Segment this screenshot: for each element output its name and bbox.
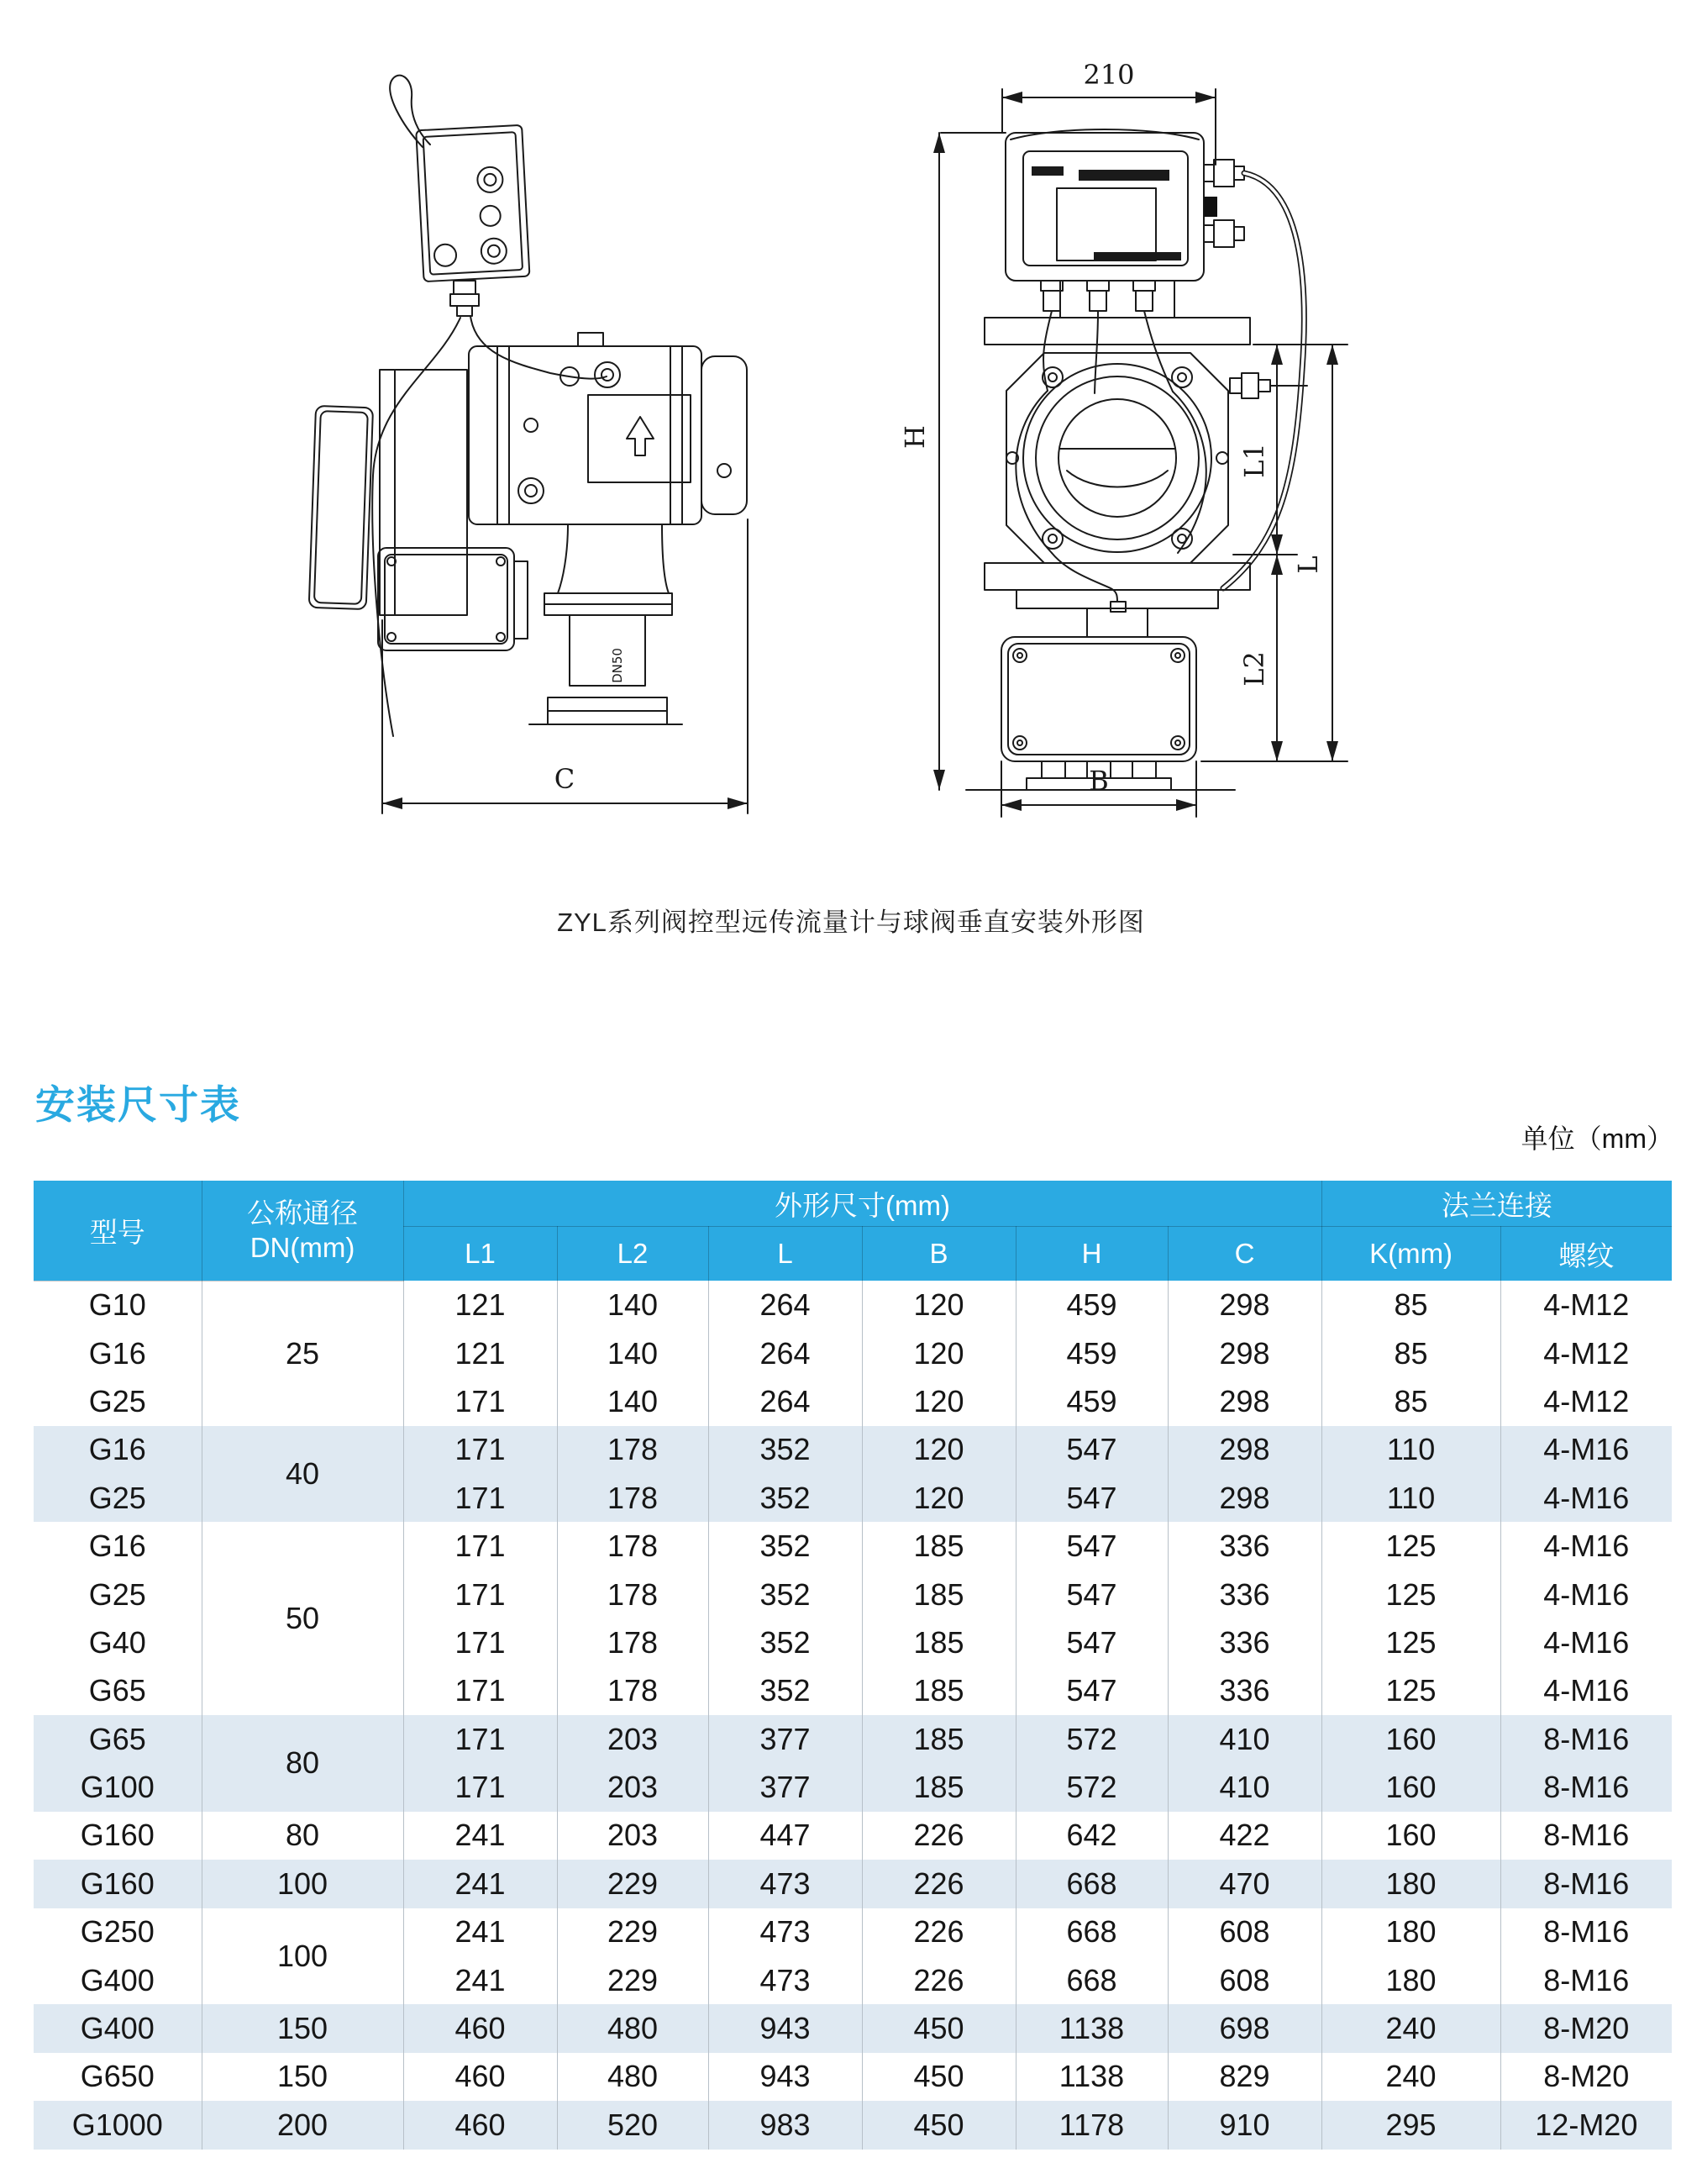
table-row (34, 2101, 1672, 2149)
cell-value: 447 (708, 1812, 862, 1860)
cell-value: 352 (708, 1667, 862, 1715)
cell-value: 450 (862, 2053, 1016, 2101)
drawing-caption: ZYL系列阀控型远传流量计与球阀垂直安装外形图 (557, 908, 1145, 937)
cell-value: 8-M16 (1500, 1763, 1672, 1811)
cell-value: 241 (403, 1812, 557, 1860)
cell-model: G65 (34, 1715, 202, 1763)
cell-value: 4-M12 (1543, 1287, 1630, 1322)
cell-value: 298 (1168, 1426, 1321, 1474)
cell-value: 377 (708, 1763, 862, 1811)
unit-label: 单位（mm） (1521, 1124, 1673, 1154)
cell-value: 171 (403, 1667, 557, 1715)
cell-value: 459 (1016, 1281, 1168, 1329)
cell-model: G400 (34, 1956, 202, 2004)
front-view (899, 59, 1347, 817)
cell-value: 8-M16 (1543, 1962, 1630, 1997)
cell-value: 8-M20 (1500, 2004, 1672, 2052)
cell-value: 642 (1016, 1812, 1168, 1860)
cell-dn: 100 (202, 1860, 403, 1908)
cell-value: 8-M16 (1500, 1715, 1672, 1763)
cell-value: 4-M12 (1543, 1383, 1630, 1418)
cell-dn: 80 (202, 1715, 403, 1812)
cell-value: 336 (1168, 1522, 1321, 1570)
cell-value: 241 (403, 1956, 557, 2004)
cell-value: 1138 (1016, 2053, 1168, 2101)
cell-value: 352 (708, 1571, 862, 1618)
cell-value: 85 (1321, 1329, 1500, 1377)
dimension-table (34, 1181, 1672, 2150)
cell-value: 180 (1321, 1956, 1500, 2004)
cell-value: 547 (1016, 1522, 1168, 1570)
cell-value: 298 (1168, 1474, 1321, 1522)
cell-value: 943 (708, 2004, 862, 2052)
cell-value: 120 (862, 1426, 1016, 1474)
cell-value: 185 (862, 1571, 1016, 1618)
cell-value: 226 (862, 1860, 1016, 1908)
cell-value: 171 (403, 1715, 557, 1763)
cell-value: 229 (557, 1860, 708, 1908)
cell-value: 241 (403, 1908, 557, 1956)
cell-value: 185 (862, 1763, 1016, 1811)
cell-value: 12-M20 (1500, 2101, 1672, 2149)
cell-value: 180 (1321, 1860, 1500, 1908)
header-group-flange: 法兰连接 (1321, 1181, 1672, 1227)
cell-dn: 80 (202, 1812, 403, 1860)
table-row (34, 1281, 1672, 1329)
cell-value: 520 (557, 2101, 708, 2149)
cell-value: 178 (557, 1522, 708, 1570)
cell-value: 460 (403, 2004, 557, 2052)
cell-value: 298 (1168, 1377, 1321, 1425)
cell-value: 460 (403, 2053, 557, 2101)
cell-model: G16 (34, 1426, 202, 1474)
dim-label-b: B (1089, 765, 1109, 797)
dim-label-210: 210 (1083, 59, 1135, 91)
cell-value: 178 (557, 1618, 708, 1666)
cell-value: 470 (1168, 1860, 1321, 1908)
header-l2: L2 (557, 1227, 708, 1281)
cell-value: 171 (403, 1377, 557, 1425)
cell-value: 410 (1168, 1763, 1321, 1811)
cell-value: 178 (557, 1474, 708, 1522)
cell-value: 473 (708, 1860, 862, 1908)
cell-value: 473 (708, 1956, 862, 2004)
header-group-dimensions: 外形尺寸(mm) (403, 1181, 1321, 1227)
table-row (34, 1908, 1672, 1956)
cell-model: G16 (34, 1329, 202, 1377)
cell-value: 120 (862, 1474, 1016, 1522)
cell-value: 171 (403, 1571, 557, 1618)
cell-value: 203 (557, 1812, 708, 1860)
cell-value: 983 (708, 2101, 862, 2149)
cell-value: 229 (557, 1908, 708, 1956)
cell-value: 608 (1168, 1908, 1321, 1956)
cell-value: 180 (1321, 1908, 1500, 1956)
cell-value: 226 (862, 1908, 1016, 1956)
cell-value: 121 (403, 1281, 557, 1329)
cell-value: 110 (1321, 1426, 1500, 1474)
cell-value: 547 (1016, 1571, 1168, 1618)
cell-value: 185 (862, 1522, 1016, 1570)
cell-dn: 40 (202, 1426, 403, 1523)
cell-value: 547 (1016, 1474, 1168, 1522)
cell-value: 160 (1321, 1715, 1500, 1763)
cell-value: 178 (557, 1667, 708, 1715)
cell-value: 547 (1016, 1667, 1168, 1715)
cell-value: 120 (862, 1281, 1016, 1329)
header-h: H (1016, 1227, 1168, 1281)
cell-value: 264 (708, 1329, 862, 1377)
cell-value: 480 (557, 2053, 708, 2101)
cell-value: 121 (403, 1329, 557, 1377)
cell-value: 668 (1016, 1956, 1168, 2004)
cell-value: 459 (1016, 1329, 1168, 1377)
cell-value: 140 (557, 1329, 708, 1377)
header-l: L (708, 1227, 862, 1281)
section-title: 安装尺寸表 (35, 1082, 241, 1127)
cell-value: 264 (708, 1377, 862, 1425)
cell-value: 459 (1016, 1377, 1168, 1425)
cell-value: 336 (1168, 1618, 1321, 1666)
cell-value: 572 (1016, 1715, 1168, 1763)
table-row (34, 1812, 1672, 1860)
table-row (34, 2053, 1672, 2101)
table-row (34, 1860, 1672, 1908)
cell-dn: 150 (202, 2004, 403, 2052)
cell-model: G16 (34, 1522, 202, 1570)
cell-value: 450 (862, 2004, 1016, 2052)
cell-value: 608 (1168, 1956, 1321, 2004)
cell-value: 480 (557, 2004, 708, 2052)
cell-value: 120 (862, 1377, 1016, 1425)
cell-dn: 100 (202, 1908, 403, 2005)
header-l1: L1 (403, 1227, 557, 1281)
cell-value: 160 (1321, 1763, 1500, 1811)
cell-value: 352 (708, 1522, 862, 1570)
cell-value: 8-M16 (1500, 1860, 1672, 1908)
table-row (34, 1715, 1672, 1763)
cell-model: G650 (34, 2053, 202, 2101)
header-c: C (1168, 1227, 1321, 1281)
cell-value: 829 (1168, 2053, 1321, 2101)
cell-value: 1178 (1016, 2101, 1168, 2149)
cell-value: 185 (862, 1715, 1016, 1763)
cell-model: G100 (34, 1763, 202, 1811)
dim-label-c: C (554, 763, 575, 795)
valve-size-label: DN50 (610, 648, 625, 683)
cell-value: 85 (1321, 1281, 1500, 1329)
cell-model: G160 (34, 1860, 202, 1908)
cell-value: 336 (1168, 1667, 1321, 1715)
cell-value: 4-M16 (1543, 1529, 1630, 1564)
cell-model: G160 (34, 1812, 202, 1860)
cell-value: 178 (557, 1571, 708, 1618)
cell-value: 240 (1321, 2053, 1500, 2101)
cell-value: 943 (708, 2053, 862, 2101)
header-dn-line1: 公称通径 (247, 1197, 358, 1229)
cell-value: 171 (403, 1426, 557, 1474)
cell-value: 240 (1321, 2004, 1500, 2052)
cell-value: 140 (557, 1281, 708, 1329)
cell-value: 572 (1016, 1763, 1168, 1811)
cell-value: 1138 (1016, 2004, 1168, 2052)
cell-value: 160 (1321, 1812, 1500, 1860)
cell-value: 377 (708, 1715, 862, 1763)
cell-value: 203 (557, 1715, 708, 1763)
cell-value: 226 (862, 1812, 1016, 1860)
cell-value: 203 (557, 1763, 708, 1811)
cell-value: 460 (403, 2101, 557, 2149)
header-dn (202, 1181, 403, 1281)
technical-drawing (0, 0, 1702, 899)
dim-label-l2: L2 (1238, 651, 1270, 687)
cell-value: 85 (1321, 1377, 1500, 1425)
cell-value: 8-M16 (1543, 1914, 1630, 1950)
header-b: B (862, 1227, 1016, 1281)
cell-value: 4-M16 (1543, 1576, 1630, 1612)
cell-value: 125 (1321, 1522, 1500, 1570)
cell-value: 4-M16 (1543, 1673, 1630, 1708)
cell-value: 336 (1168, 1571, 1321, 1618)
cell-value: 352 (708, 1426, 862, 1474)
dimension-table-body (34, 1281, 1672, 2150)
cell-value: 422 (1168, 1812, 1321, 1860)
cell-dn: 50 (202, 1522, 403, 1715)
cell-model: G25 (34, 1377, 202, 1425)
cell-value: 473 (708, 1908, 862, 1956)
cell-value: 264 (708, 1281, 862, 1329)
cell-value: 185 (862, 1618, 1016, 1666)
cell-value: 910 (1168, 2101, 1321, 2149)
cell-value: 178 (557, 1426, 708, 1474)
dim-label-l: L (1292, 555, 1324, 574)
cell-value: 171 (403, 1474, 557, 1522)
cell-value: 4-M12 (1543, 1335, 1630, 1371)
header-thread: 螺纹 (1500, 1227, 1672, 1281)
cell-value: 295 (1321, 2101, 1500, 2149)
cell-value: 410 (1168, 1715, 1321, 1763)
header-k: K(mm) (1321, 1227, 1500, 1281)
dim-label-h: H (899, 425, 931, 449)
cell-model: G1000 (34, 2101, 202, 2149)
cell-value: 8-M16 (1543, 1818, 1630, 1853)
cell-value: 125 (1321, 1667, 1500, 1715)
cell-value: 4-M16 (1543, 1624, 1630, 1660)
cell-value: 352 (708, 1618, 862, 1666)
cell-value: 8-M20 (1543, 2059, 1630, 2094)
cell-model: G25 (34, 1474, 202, 1522)
header-model: 型号 (34, 1181, 202, 1281)
cell-value: 226 (862, 1956, 1016, 2004)
cell-value: 668 (1016, 1908, 1168, 1956)
table-row (34, 2004, 1672, 2052)
cell-value: 352 (708, 1474, 862, 1522)
cell-value: 298 (1168, 1281, 1321, 1329)
cell-value: 698 (1168, 2004, 1321, 2052)
dim-label-l1: L1 (1238, 443, 1270, 478)
cell-value: 4-M16 (1500, 1426, 1672, 1474)
cell-value: 298 (1168, 1329, 1321, 1377)
cell-value: 171 (403, 1763, 557, 1811)
table-row (34, 1426, 1672, 1474)
cell-dn: 150 (202, 2053, 403, 2101)
cell-model: G250 (34, 1908, 202, 1956)
cell-value: 171 (403, 1522, 557, 1570)
cell-model: G400 (34, 2004, 202, 2052)
cell-value: 125 (1321, 1618, 1500, 1666)
table-row (34, 1522, 1672, 1570)
cell-model: G40 (34, 1618, 202, 1666)
cell-value: 185 (862, 1667, 1016, 1715)
cell-value: 450 (862, 2101, 1016, 2149)
cell-dn: 25 (202, 1281, 403, 1426)
cell-dn: 200 (202, 2101, 403, 2149)
cell-value: 171 (403, 1618, 557, 1666)
cell-model: G65 (34, 1667, 202, 1715)
cell-value: 140 (557, 1377, 708, 1425)
side-view (309, 76, 748, 813)
cell-model: G25 (34, 1571, 202, 1618)
cell-value: 547 (1016, 1618, 1168, 1666)
cell-value: 229 (557, 1956, 708, 2004)
cell-value: 668 (1016, 1860, 1168, 1908)
cell-value: 125 (1321, 1571, 1500, 1618)
cell-model: G10 (34, 1281, 202, 1329)
cell-value: 547 (1016, 1426, 1168, 1474)
cell-value: 241 (403, 1860, 557, 1908)
header-dn-line2: DN(mm) (250, 1232, 355, 1264)
cell-value: 110 (1321, 1474, 1500, 1522)
cell-value: 120 (862, 1329, 1016, 1377)
cell-value: 4-M16 (1500, 1474, 1672, 1522)
